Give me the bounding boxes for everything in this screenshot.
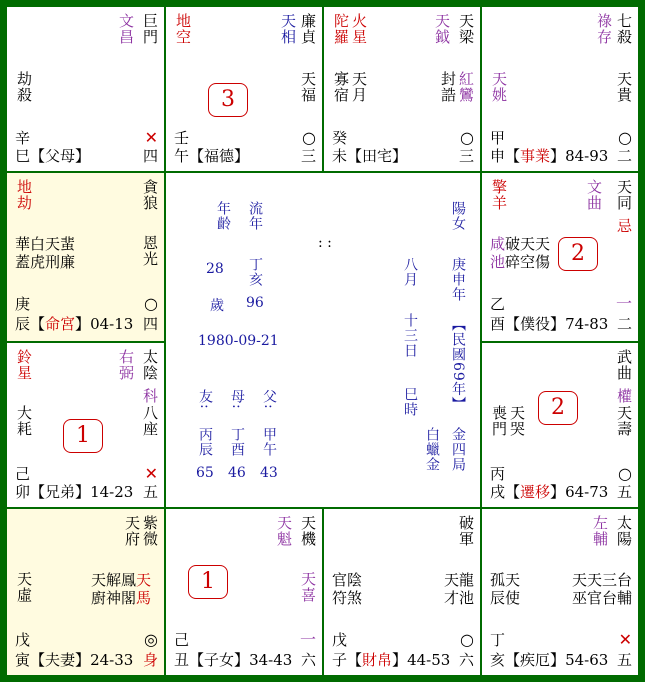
palace-wu	[166, 7, 322, 171]
star-wenqu: 文曲	[585, 179, 603, 211]
stem: 癸	[332, 129, 348, 147]
palace-num: 二	[616, 147, 632, 165]
star-youbi: 右弼	[117, 349, 135, 381]
badge: 2	[558, 237, 598, 271]
palace-num: 二	[616, 315, 632, 333]
mother-gz: 丁酉	[229, 427, 245, 457]
star-tianxi: 天喜	[299, 571, 317, 603]
father-label: 父:	[261, 389, 277, 410]
star-lianzhen: 廉貞	[299, 13, 317, 45]
star-tiantong: 天同	[615, 179, 633, 211]
palace-label: 丑【子女】34-43	[174, 651, 293, 669]
star-pojun: 破軍	[457, 515, 475, 547]
stem: 丙	[490, 465, 506, 483]
day: 十三日	[402, 313, 418, 358]
palace-xu	[482, 343, 638, 507]
palace-num: 三	[458, 147, 474, 165]
stem: 甲	[490, 129, 506, 147]
star-tianyue: 天鉞	[433, 13, 451, 45]
star-lucun: 祿存	[595, 13, 613, 45]
star-taiyang: 太陽	[615, 515, 633, 547]
year-num: 96	[246, 295, 264, 311]
star-row2-left: 辰使	[490, 589, 521, 607]
star-row2: 廚神閣馬	[91, 589, 152, 607]
star-tianxiang: 天相	[279, 13, 297, 45]
mother-label: 母:	[229, 389, 245, 410]
stem: 己	[174, 631, 190, 649]
gender: 陽女	[450, 201, 466, 231]
lunar-year: 庚申年	[450, 257, 466, 302]
label-liunian: 流年	[247, 201, 263, 231]
palace-num: 五	[142, 483, 158, 501]
stem: 辛	[15, 129, 31, 147]
star-tianshou: 天壽	[615, 405, 633, 437]
mark: ✕	[144, 128, 158, 147]
father-gz: 甲午	[261, 427, 277, 457]
star-tianxu: 天虛	[15, 571, 33, 603]
star-dijie: 地劫	[15, 179, 33, 211]
palace-label: 辰【命宮】04-13	[15, 315, 134, 333]
star-tiankui: 天魁	[275, 515, 293, 547]
star-row2-right: 巫官台輔	[571, 589, 632, 607]
star-row2: 蓋虎刑廉	[15, 253, 76, 271]
star-tianliang: 天梁	[457, 13, 475, 45]
mark: ○	[144, 294, 158, 313]
friend-age: 65	[196, 465, 214, 481]
palace-zi	[324, 509, 480, 675]
star-qingyang: 擎羊	[490, 179, 508, 211]
star-row1: 天解鳳天	[91, 571, 152, 589]
palace-label: 卯【兄弟】14-23	[15, 483, 134, 501]
sui: 歲	[210, 298, 224, 314]
palace-num: 四	[142, 147, 158, 165]
star-taiyin: 太陰	[141, 349, 159, 381]
palace-label: 亥【疾厄】54-63	[490, 651, 609, 669]
palace-num: 三	[300, 147, 316, 165]
palace-num: 五	[616, 483, 632, 501]
mark: ○	[460, 630, 474, 649]
mark: ✕	[618, 630, 632, 649]
star-wuqu: 武曲	[615, 349, 633, 381]
palace-label: 酉【僕役】74-83	[490, 315, 609, 333]
badge: 1	[63, 419, 103, 453]
stem: 庚	[15, 295, 31, 313]
star-row1-right: 天龍	[443, 571, 474, 589]
star-tianji: 天機	[299, 515, 317, 547]
month: 八月	[402, 257, 418, 287]
mark: ○	[618, 128, 632, 147]
colons: : :	[318, 235, 332, 251]
star-lingxing: 鈴星	[15, 349, 33, 381]
palace-num: 四	[142, 315, 158, 333]
palace-num: 身	[142, 651, 158, 669]
star-jiesha: 劫殺	[15, 71, 33, 103]
ju: 金四局	[450, 427, 466, 472]
palace-label: 巳【父母】	[15, 147, 91, 165]
label-nianling: 年齡	[215, 201, 231, 231]
palace-label: 戌【遷移】64-73	[490, 483, 609, 501]
star-row1-left: 孤天	[490, 571, 521, 589]
star-tianfu2: 天府	[123, 515, 141, 547]
badge: 3	[208, 83, 248, 117]
star-dahao: 大耗	[15, 405, 33, 437]
palace-yin	[7, 509, 164, 675]
palace-chen	[7, 173, 164, 341]
palace-mao	[7, 343, 164, 507]
star-bazuo: 八座	[141, 405, 159, 437]
star-enguang: 恩光	[141, 235, 159, 267]
palace-label: 寅【夫妻】24-33	[15, 651, 134, 669]
minguo: 【民國69年】	[450, 317, 466, 412]
stem: 丁	[490, 631, 506, 649]
age: 28	[206, 261, 224, 277]
mark: ✕	[144, 464, 158, 483]
star-row2-right: 才池	[443, 589, 474, 607]
star-tianku: 天哭	[508, 405, 526, 437]
mark: ○	[618, 464, 632, 483]
stem: 乙	[490, 295, 506, 313]
stem: 戊	[15, 631, 31, 649]
star-sangmen: 喪門	[490, 405, 508, 437]
star-tianfu: 天福	[299, 71, 317, 103]
star-row1: 華白天蜚	[15, 235, 76, 253]
star-row1: 咸破天天	[490, 235, 551, 253]
father-age: 43	[260, 465, 278, 481]
palace-num: 六	[458, 651, 474, 669]
star-row1-right: 天天三台	[571, 571, 632, 589]
palace-label: 申【事業】84-93	[490, 147, 609, 165]
star-ke: 科	[142, 387, 158, 405]
star-tianyao: 天姚	[490, 71, 508, 103]
birth-date: 1980-09-21	[198, 333, 279, 349]
palace-si	[7, 7, 164, 171]
star-tanlang: 貪狼	[141, 179, 159, 211]
star-row2: 池碎空傷	[490, 253, 551, 271]
friend-label: 友:	[197, 389, 213, 410]
star-quan: 權	[616, 387, 632, 405]
mark: ○	[460, 128, 474, 147]
star-jumen: 巨門	[141, 13, 159, 45]
star-hongluan: 紅鸞	[457, 71, 475, 103]
stem: 壬	[174, 129, 190, 147]
stem: 己	[15, 465, 31, 483]
palace-num: 五	[616, 651, 632, 669]
palace-num: 六	[300, 651, 316, 669]
star-ziwei: 紫微	[141, 515, 159, 547]
center-panel	[166, 173, 480, 507]
star-fenggao: 封誥	[439, 71, 457, 103]
badge: 1	[188, 565, 228, 599]
star-huoxing: 火星	[350, 13, 368, 45]
star-wenchang: 文昌	[117, 13, 135, 45]
friend-gz: 丙辰	[197, 427, 213, 457]
hour: 巳時	[402, 387, 418, 417]
star-row1-left: 官陰	[332, 571, 363, 589]
palace-label: 子【財帛】44-53	[332, 651, 451, 669]
star-tuoluo: 陀羅	[332, 13, 350, 45]
mark: 一	[299, 630, 316, 649]
star-zuofu: 左輔	[591, 515, 609, 547]
stem: 戊	[332, 631, 348, 649]
palace-you	[482, 173, 638, 341]
palace-shen	[482, 7, 638, 171]
nayin: 白蠟金	[424, 427, 440, 472]
star-ji: 忌	[616, 217, 632, 235]
star-dikong: 地空	[174, 13, 192, 45]
star-qisha: 七殺	[615, 13, 633, 45]
mother-age: 46	[228, 465, 246, 481]
badge: 2	[538, 391, 578, 425]
mark: ◎	[144, 630, 158, 649]
mark: 一	[615, 294, 632, 313]
star-row2-left: 符煞	[332, 589, 363, 607]
mark: ○	[302, 128, 316, 147]
palace-wei	[324, 7, 480, 171]
star-tiangui: 天貴	[615, 71, 633, 103]
ganzhi: 丁亥	[247, 257, 263, 287]
star-tianyue2: 天月	[350, 71, 368, 103]
palace-hai	[482, 509, 638, 675]
star-guasu: 寡宿	[332, 71, 350, 103]
palace-label: 未【田宅】	[332, 147, 408, 165]
palace-chou	[166, 509, 322, 675]
palace-label: 午【福德】	[174, 147, 250, 165]
